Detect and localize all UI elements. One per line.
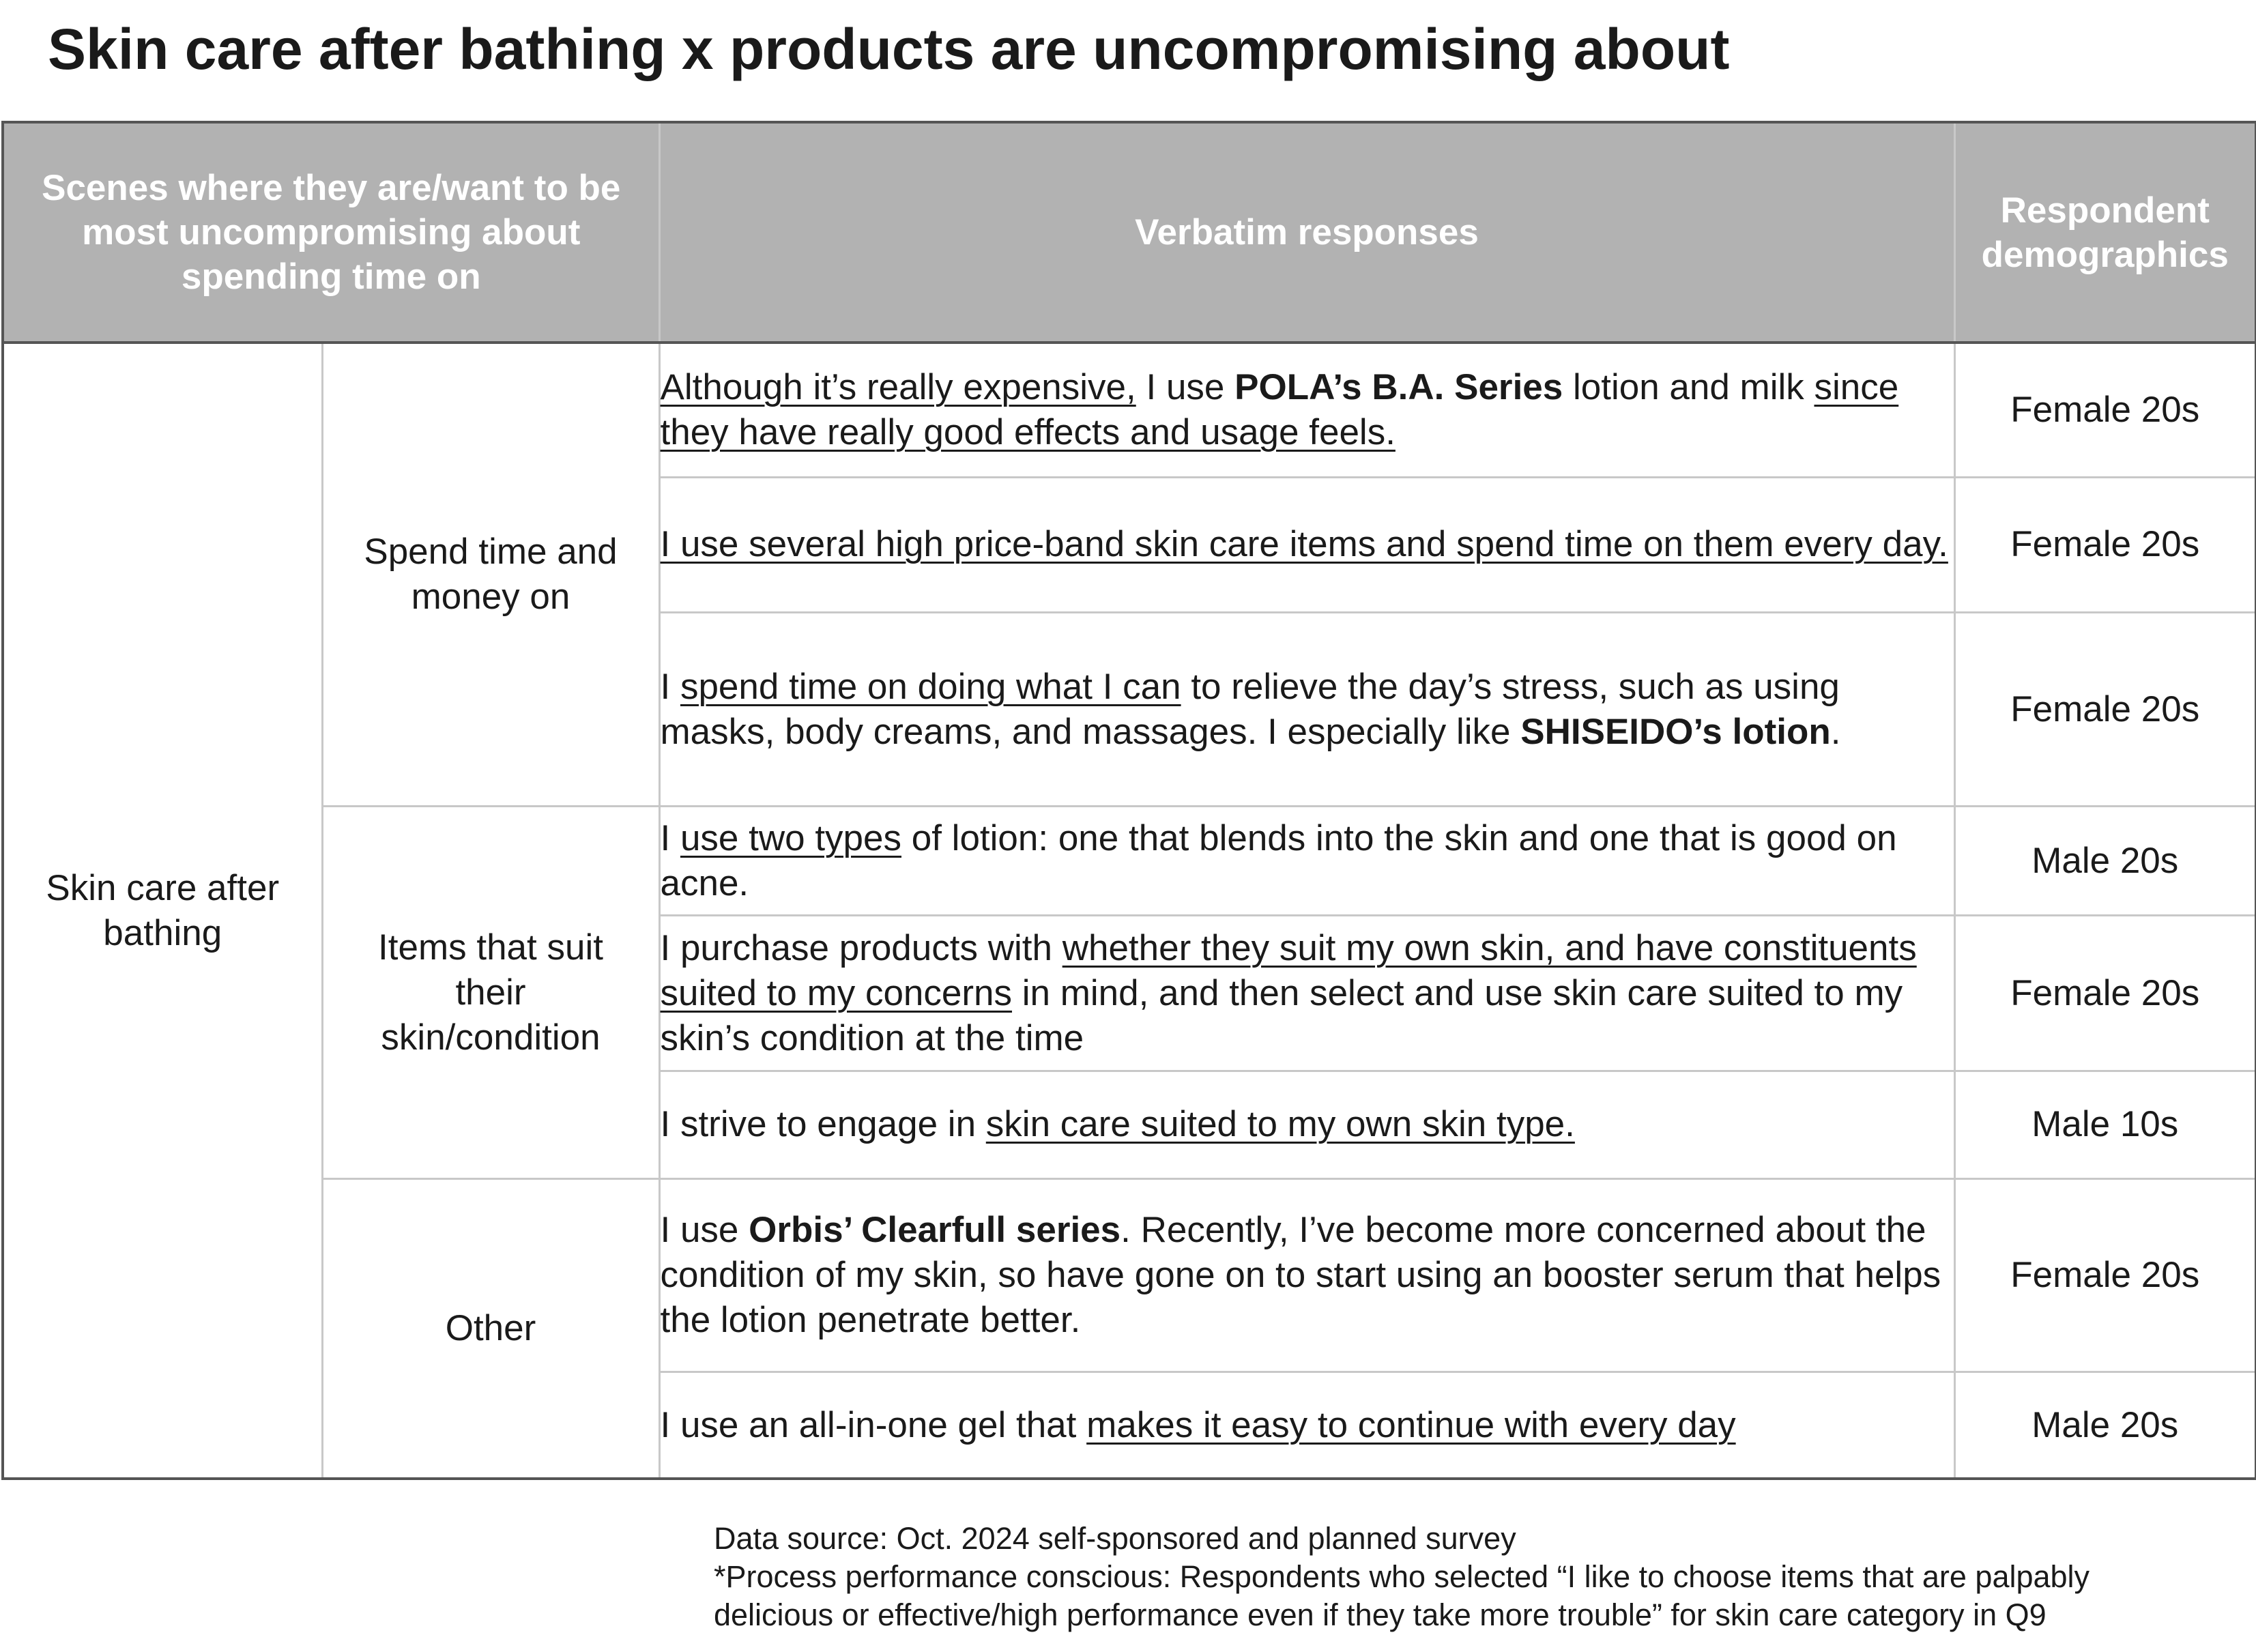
table-row (3, 1178, 2256, 1372)
demographic-cell: Female 20s (1954, 916, 2256, 1071)
underlined-phrase: spend time on doing what I can (680, 666, 1181, 707)
plain-phrase: in mind, and then select and use skin care suited to my skin’s condition at the time (660, 972, 1903, 1058)
table-row (3, 343, 2256, 477)
table-row (3, 807, 2256, 916)
group-label: Other (322, 1178, 659, 1479)
data-source-note: Data source: Oct. 2024 self-sponsored and planned survey (714, 1521, 1516, 1556)
header-demographics: Respondent demographics (1954, 122, 2256, 343)
plain-phrase: I strive to engage in (660, 1104, 986, 1145)
underlined-phrase: skin care suited to my own skin type. (985, 1104, 1575, 1145)
bold-product-name: Orbis’ Clearfull series (749, 1210, 1121, 1251)
demographic-cell: Female 20s (1954, 343, 2256, 477)
plain-phrase: I use (1136, 366, 1235, 407)
response-text (659, 1372, 1954, 1479)
response-text (659, 612, 1954, 806)
response-text (659, 807, 1954, 916)
plain-phrase: I use (660, 1210, 749, 1251)
plain-phrase: lotion and milk (1563, 366, 1814, 407)
group-label: Items that suit their skin/condition (322, 807, 659, 1179)
plain-phrase: . (1830, 711, 1841, 752)
plain-phrase: I purchase products with (660, 927, 1062, 968)
underlined-phrase: makes it easy to continue with every day (1086, 1404, 1736, 1445)
category-cell: Skin care after bathing (3, 343, 322, 1479)
demographic-cell: Male 20s (1954, 807, 2256, 916)
underlined-phrase: I use several high price-band skin care items and spend time on them every day. (660, 524, 1948, 565)
header-scenes: Scenes where they are/want to be most uncompromising about spending time on (3, 122, 659, 343)
plain-phrase: of lotion: one that blends into the skin and one that is good on acne. (660, 817, 1897, 903)
underlined-phrase: whether they suit my own skin, and have constituents suited to my concerns (660, 927, 1917, 1013)
demographic-cell: Female 20s (1954, 1178, 2256, 1372)
group-label: Spend time and money on (322, 343, 659, 807)
response-text (659, 916, 1954, 1071)
page-title: Skin care after bathing x products are uncompromising about (48, 17, 1730, 81)
header-row (3, 122, 2256, 343)
demographic-cell: Male 20s (1954, 1372, 2256, 1479)
demographic-cell: Female 20s (1954, 612, 2256, 806)
demographic-cell: Female 20s (1954, 477, 2256, 612)
response-text (659, 1071, 1954, 1178)
footer-notes (714, 1520, 2174, 1634)
plain-phrase: to relieve the day’s stress, such as using masks, body creams, and massages. I especially like (660, 666, 1840, 752)
response-text (659, 477, 1954, 612)
responses-table (1, 121, 2256, 1480)
bold-product-name: SHISEIDO’s lotion (1520, 711, 1831, 752)
underlined-phrase: since they have really good effects and usage feels. (660, 366, 1899, 452)
response-text (659, 343, 1954, 477)
bold-product-name: POLA’s B.A. Series (1234, 366, 1563, 407)
header-verbatim: Verbatim responses (659, 122, 1954, 343)
plain-phrase: I (660, 817, 680, 858)
plain-phrase: I (660, 666, 680, 707)
definition-note: *Process performance conscious: Respondents who selected “I like to choose items that are palpably delicious or effective/high performance even if they take more trouble” for skin care category in Q9 (714, 1559, 2090, 1632)
demographic-cell: Male 10s (1954, 1071, 2256, 1178)
plain-phrase: . Recently, I’ve become more concerned about the condition of my skin, so have gone on to start using an booster serum that helps the lotion penetrate better. (660, 1210, 1941, 1341)
plain-phrase: I use an all-in-one gel that (660, 1404, 1087, 1445)
underlined-phrase: use two types (680, 817, 902, 858)
response-text (659, 1178, 1954, 1372)
underlined-phrase: Although it’s really expensive, (660, 366, 1136, 407)
